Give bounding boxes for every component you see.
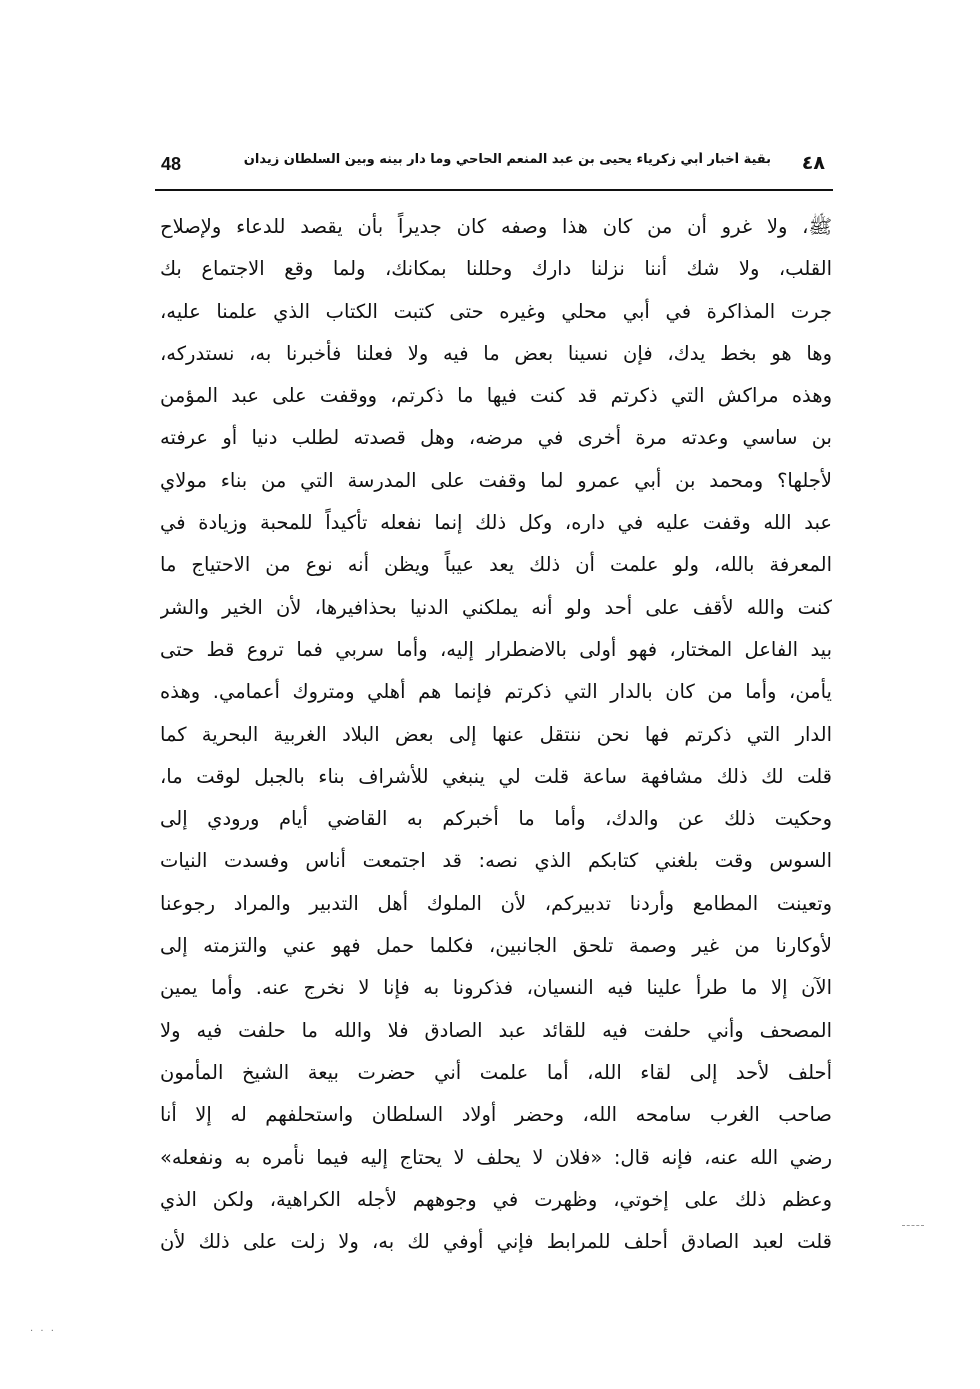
text-line: قلت لك ذلك مشافهة ساعة قلت لي ينبغي للأشراف بناء بالجبل لوقت ما، — [160, 764, 832, 788]
text-line: عبد الله وقفت عليه في داره، وكل ذلك إنما نفعله تأكيداً للمحبة وزيادة في — [160, 511, 832, 535]
text-line: وحكيت ذلك عن والدك، وأما ما أخبركم به القاضي أيام ورودي إلى — [160, 807, 832, 831]
text-line: ﷺ، ولا غرو أن من كان هذا وصفه كان جديراً بأن يقصد للدعاء ولإصلاح — [160, 215, 832, 238]
text-line: وهذه مراكش التي ذكرتم قد كنت فيها ما ذكرتم، ووقفت على عبد المؤمن — [160, 384, 832, 408]
text-line: وتعينت المطامع وأردنا تدبيركم، لأن الملوك أهل التدبير والمراد رجوعنا — [160, 891, 832, 915]
running-title: بقية أخبار أبي زكرياء يحيى بن عبد المنعم الحاحي وما دار بينه وبين السلطان زيدان — [243, 152, 771, 167]
text-line: بن ساسي وعدته مرة أخرى في مرضه، وهل قصدته لطلب دنيا أو عرفته — [160, 426, 832, 450]
text-line: المصحف وأني حلفت فيه للقائد عبد الصادق فلا والله ما حلفت فيه ولا — [160, 1018, 832, 1042]
text-line: رضي الله عنه، فإنه قال: «فلان لا يحلف لا يحتاج إليه فيما نأمره به ونفعله» — [160, 1145, 832, 1169]
header-rule — [155, 189, 833, 191]
text-line: المعرفة بالله، ولو علمت أن ذلك يعد عيباً ويظن أنه نوع من الاحتياج ما — [160, 553, 832, 577]
text-line: السوس وقت بلغني كتابكم الذي نصه: قد اجتمعت أناس وفسدت النيات — [160, 849, 832, 873]
text-line: القلب، ولا شك أننا نزلنا دارك وحللنا بمكانك، ولما وقع الاجتماع بك — [160, 257, 832, 281]
text-line: كنت والله لأقف على أحد ولو أنه يملكني الدنيا بحذافيرها، لأن الخير والشر — [160, 595, 832, 619]
text-line: لأوكارنا من غير وصمة تلحق الجانبين، فكلما حمل فهو عني والتزمته إلى — [160, 934, 832, 958]
text-line: وعظم ذلك على إخوتي، وظهرت في وجوههم لأجله الكراهية، ولكن الذي — [160, 1187, 832, 1211]
body-text — [160, 206, 832, 1263]
text-line: يأمن، وأما من كان بالدار التي ذكرتم فإنما هم أهلي ومتروك أعمامي. وهذه — [160, 680, 832, 704]
page-number-latin: 48 — [161, 154, 182, 174]
text-line: الآن إلا ما طرأ علينا فيه النسيان، فذكرونا به فإنا لا نخرج عنه. وأما يمين — [160, 976, 832, 1000]
text-line: صاحب الغرب سامحه الله، وحضر أولاد السلطان واستحلفهم له إلا أنا — [160, 1103, 832, 1127]
page-number-arabic: ٤٨ — [801, 152, 825, 174]
text-line: الدار التي ذكرتم فها نحن ننتقل عنها إلى بعض البلاد الغربية البحرية كما — [160, 722, 832, 746]
text-line: وها هو بخط يدك، فإن نسينا بعض ما فيه ولا فعلنا فأخبرنا به، نستدركه، — [160, 341, 832, 365]
scan-specks: · · · — [30, 1326, 56, 1337]
running-header — [155, 146, 833, 186]
text-line: قلت لعبد الصادق أحلف للمرابط فإني أوفي لك به، ولا زلت على ذلك لأن — [160, 1230, 832, 1254]
scan-edge-mark — [902, 1225, 924, 1226]
text-line: بيد الفاعل المختار، فهو أولى بالاضطرار إليه، وأما سربي فما تروع قط حتى — [160, 637, 832, 661]
text-line: أحلف لأحد إلى لقاء الله، أما علمت أني حضرت بيعة الشيخ المأمون — [160, 1060, 832, 1084]
text-line: لأجلها؟ ومحمد بن أبي عمرو لما وقفت على المدرسة التي من بناء مولاي — [160, 468, 832, 492]
text-line: جرت المذاكرة في أبي محلي وغيره حتى كتبت الكتاب الذي علمنا عليه، — [160, 299, 832, 323]
